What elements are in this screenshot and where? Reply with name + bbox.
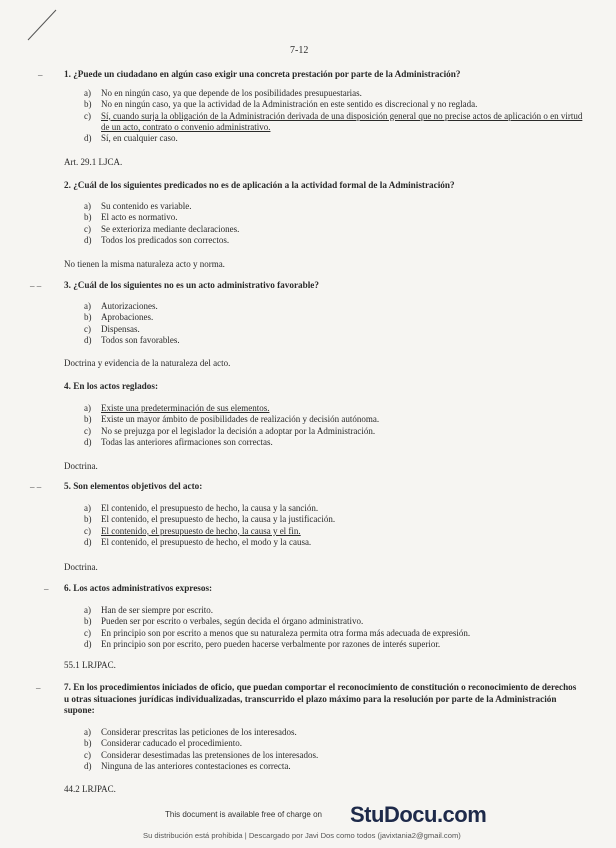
option-a: a) Han de ser siempre por escrito. — [84, 605, 213, 615]
question-5-options — [84, 503, 584, 548]
question-3-reference: Doctrina y evidencia de la naturaleza del acto. — [64, 358, 231, 368]
question-6-reference: 55.1 LRJPAC. — [64, 660, 116, 670]
question-4-reference: Doctrina. — [64, 461, 98, 471]
question-2-options — [84, 201, 584, 246]
option-a: a) Considerar prescritas las peticiones de los interesados. — [84, 727, 297, 737]
option-d: d) Todas las anteriores afirmaciones son correctas. — [84, 436, 273, 447]
margin-dash: – — [44, 584, 49, 594]
option-d: d) Sí, en cualquier caso. — [84, 133, 178, 144]
option-d: d) El contenido, el presupuesto de hecho, el modo y la causa. — [84, 536, 312, 547]
option-d: d) Ninguna de las anteriores contestaciones es correcta. — [84, 760, 291, 771]
pen-stroke-mark — [26, 4, 66, 44]
question-6-options — [84, 605, 584, 650]
option-c: c) Sí, cuando surja la obligación de la Administración derivada de una disposición general que no precise actos de aplicación o en virtud de un acto, contrato o convenio administrativo. — [84, 110, 583, 132]
option-b: b) Pueden ser por escrito o verbales, según decida el órgano administrativo. — [84, 616, 364, 627]
question-1-reference: Art. 29.1 LJCA. — [64, 157, 123, 167]
question-7-reference: 44.2 LRJPAC. — [64, 784, 116, 794]
question-3-title: 3. ¿Cuál de los siguientes no es un acto administrativo favorable? — [64, 280, 319, 290]
option-c: c) Dispensas. — [84, 323, 140, 334]
option-c: c) El contenido, el presupuesto de hecho, la causa y el fin. — [84, 525, 301, 536]
option-d: d) Todos son favorables. — [84, 334, 180, 345]
margin-dash: – — [36, 683, 41, 693]
margin-dash: – – — [30, 482, 42, 492]
option-b: b) El contenido, el presupuesto de hecho, la causa y la justificación. — [84, 514, 336, 525]
option-a: a) Autorizaciones. — [84, 301, 158, 311]
question-5-reference: Doctrina. — [64, 562, 98, 572]
margin-dash: – — [38, 70, 43, 80]
option-a: a) Existe una predeterminación de sus elementos. — [84, 403, 270, 413]
margin-dash: – – — [30, 281, 42, 291]
question-4-title: 4. En los actos reglados: — [64, 381, 159, 391]
option-d: d) En principio son por escrito, pero pueden hacerse verbalmente por razones de interés superior. — [84, 638, 441, 649]
option-c: c) En principio son por escrito a menos que su naturaleza permita otra forma más adecuada de expresión. — [84, 627, 471, 638]
option-c: c) No se prejuzga por el legislador la decisión a adoptar por la Administración. — [84, 425, 376, 436]
option-b: b) Existe un mayor ámbito de posibilidades de realización y decisión autónoma. — [84, 414, 380, 425]
option-c: c) Se exterioriza mediante declaraciones. — [84, 223, 240, 234]
footer-download-notice: Su distribución está prohibida | Descargado por Javi Dos como todos (javixtania2@gmail.com) — [143, 831, 461, 840]
footer-availability-text: This document is available free of charge on — [165, 810, 322, 819]
studocu-logo[interactable]: StuDocu.com — [350, 802, 487, 827]
option-c: c) Considerar desestimadas las pretensiones de los interesados. — [84, 749, 319, 760]
question-5-title: 5. Son elementos objetivos del acto: — [64, 481, 203, 491]
option-a: a) No en ningún caso, ya que depende de los posibilidades presupuestarias. — [84, 88, 362, 98]
question-2-title: 2. ¿Cuál de los siguientes predicados no es de aplicación a la actividad formal de la Administración? — [64, 180, 455, 190]
question-4-options — [84, 403, 584, 448]
option-b: b) Aprobaciones. — [84, 312, 154, 323]
option-a: a) Su contenido es variable. — [84, 201, 192, 211]
page-number: 7-12 — [290, 45, 309, 56]
question-7-title: 7. En los procedimientos iniciados de oficio, que puedan comportar el reconocimiento de constitución o reconocimiento de derechos u otras situaciones jurídicas individualizadas, transcurrido el plazo máximo para la resolución por parte de la Administración supone: — [64, 682, 577, 715]
question-7-options — [84, 727, 584, 772]
option-a: a) El contenido, el presupuesto de hecho, la causa y la sanción. — [84, 503, 319, 513]
question-3-options — [84, 301, 584, 346]
question-1-options — [84, 88, 584, 144]
option-b: b) No en ningún caso, ya que la actividad de la Administración en este sentido es discrecional y no reglada. — [84, 99, 478, 110]
question-2-reference: No tienen la misma naturaleza acto y norma. — [64, 259, 225, 269]
question-1-title: 1. ¿Puede un ciudadano en algún caso exigir una concreta prestación por parte de la Administración? — [64, 69, 461, 79]
question-6-title: 6. Los actos administrativos expresos: — [64, 583, 213, 593]
option-d: d) Todos los predicados son correctos. — [84, 234, 230, 245]
option-b: b) El acto es normativo. — [84, 212, 178, 223]
option-b: b) Considerar caducado el procedimiento. — [84, 738, 242, 749]
